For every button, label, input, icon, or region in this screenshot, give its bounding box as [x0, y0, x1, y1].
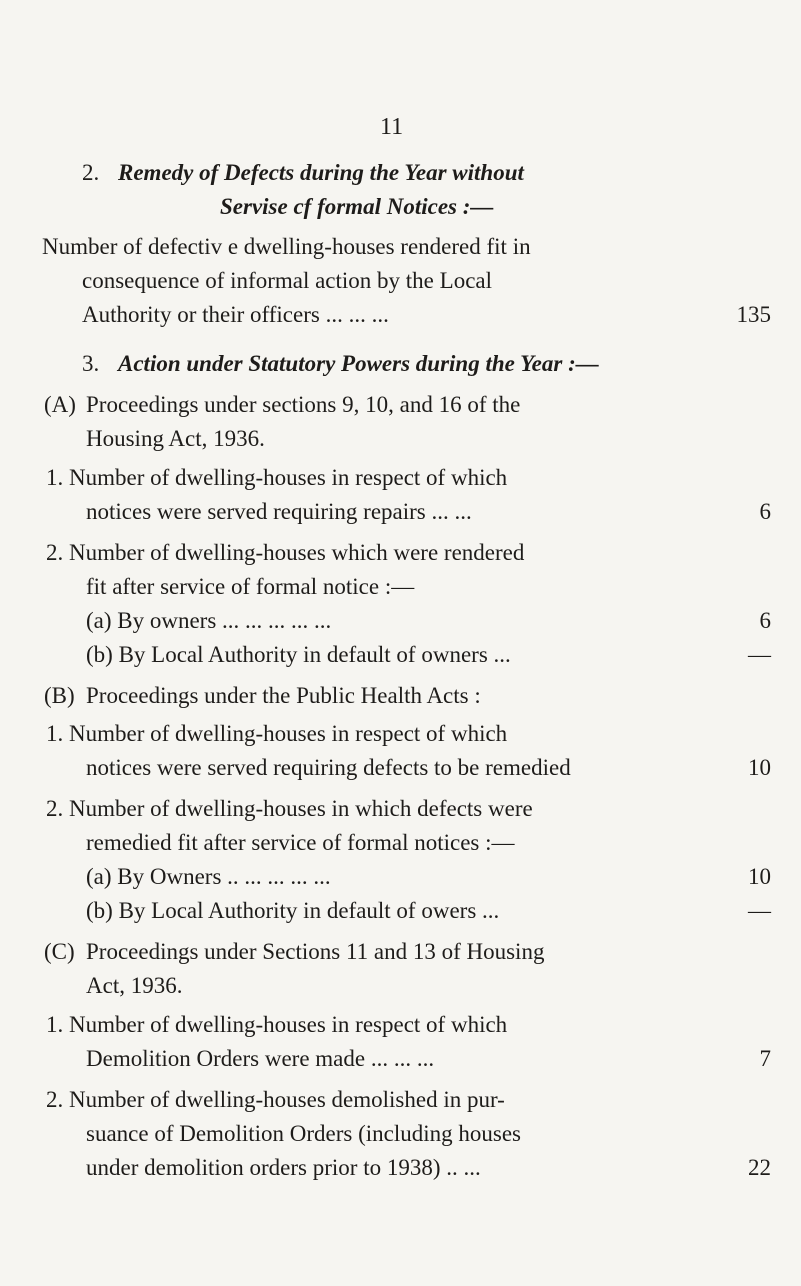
part-b-item-2-line-2: remedied fit after service of formal notices :—	[86, 830, 515, 855]
part-a-item-2-sub-b: (b) By Local Authority in default of owners ...	[86, 642, 511, 667]
part-c-label: (C)	[44, 939, 75, 964]
part-a-line-2: Housing Act, 1936.	[86, 426, 265, 451]
part-a-item-1-line-1: 1. Number of dwelling-houses in respect of which	[46, 465, 508, 490]
section-2-heading-line-2: Servise cf formal Notices :—	[220, 194, 494, 219]
part-b-item-2-sub-a: (a) By Owners .. ... ... ... ...	[86, 864, 331, 889]
part-c-item-1-line-2: Demolition Orders were made ... ... ...	[86, 1046, 435, 1071]
part-c-line-1: Proceedings under Sections 11 and 13 of Housing	[86, 939, 545, 964]
part-b-item-1-line-2: notices were served requiring defects to be remedied	[86, 755, 571, 780]
part-a-item-2-line-1: 2. Number of dwelling-houses which were rendered	[46, 540, 525, 565]
part-a-item-1-line-2: notices were served requiring repairs ... ...	[86, 499, 472, 524]
part-b-item-2-sub-a-value: 10	[748, 864, 771, 889]
section-2-text-line-3: Authority or their officers ... ... ...	[82, 302, 389, 327]
part-a-label: (A)	[44, 392, 76, 417]
part-c-item-1-line-1: 1. Number of dwelling-houses in respect of which	[46, 1012, 508, 1037]
part-b-item-1-value: 10	[748, 755, 771, 780]
page-number: 11	[380, 114, 404, 140]
section-2-value: 135	[736, 302, 771, 327]
part-b-label: (B)	[44, 683, 75, 708]
part-a-item-2-line-2: fit after service of formal notice :—	[86, 574, 415, 599]
part-a-item-1-value: 6	[759, 499, 771, 524]
part-b-item-2-line-1: 2. Number of dwelling-houses in which defects were	[46, 796, 533, 821]
part-c-item-1-value: 7	[759, 1046, 771, 1071]
section-2-text-line-2: consequence of informal action by the Local	[82, 268, 493, 293]
part-b-item-2-sub-b-value: —	[748, 898, 771, 923]
part-b-item-2-sub-b: (b) By Local Authority in default of owers ...	[86, 898, 500, 923]
part-c-item-2-value: 22	[748, 1155, 771, 1180]
part-c-item-2-line-1: 2. Number of dwelling-houses demolished in pur-	[46, 1087, 505, 1112]
section-2-heading-line-1: Remedy of Defects during the Year without	[118, 160, 524, 185]
part-a-line-1: Proceedings under sections 9, 10, and 16 of the	[86, 392, 521, 417]
part-b-item-1-line-1: 1. Number of dwelling-houses in respect of which	[46, 721, 508, 746]
part-c-item-2-line-2: suance of Demolition Orders (including houses	[86, 1121, 521, 1146]
section-2-number: 2.	[82, 160, 100, 185]
section-3-number: 3.	[82, 351, 100, 376]
part-a-item-2-sub-a-value: 6	[759, 608, 771, 633]
part-a-item-2-sub-b-value: —	[748, 642, 771, 667]
section-3-heading: Action under Statutory Powers during the Year :—	[118, 351, 599, 376]
part-a-item-2-sub-a: (a) By owners ... ... ... ... ...	[86, 608, 332, 633]
part-c-line-2: Act, 1936.	[86, 973, 183, 998]
part-c-item-2-line-3: under demolition orders prior to 1938) .. ...	[86, 1155, 481, 1180]
part-b-line-1: Proceedings under the Public Health Acts :	[86, 683, 481, 708]
section-2-text-line-1: Number of defectiv e dwelling-houses rendered fit in	[42, 234, 531, 259]
